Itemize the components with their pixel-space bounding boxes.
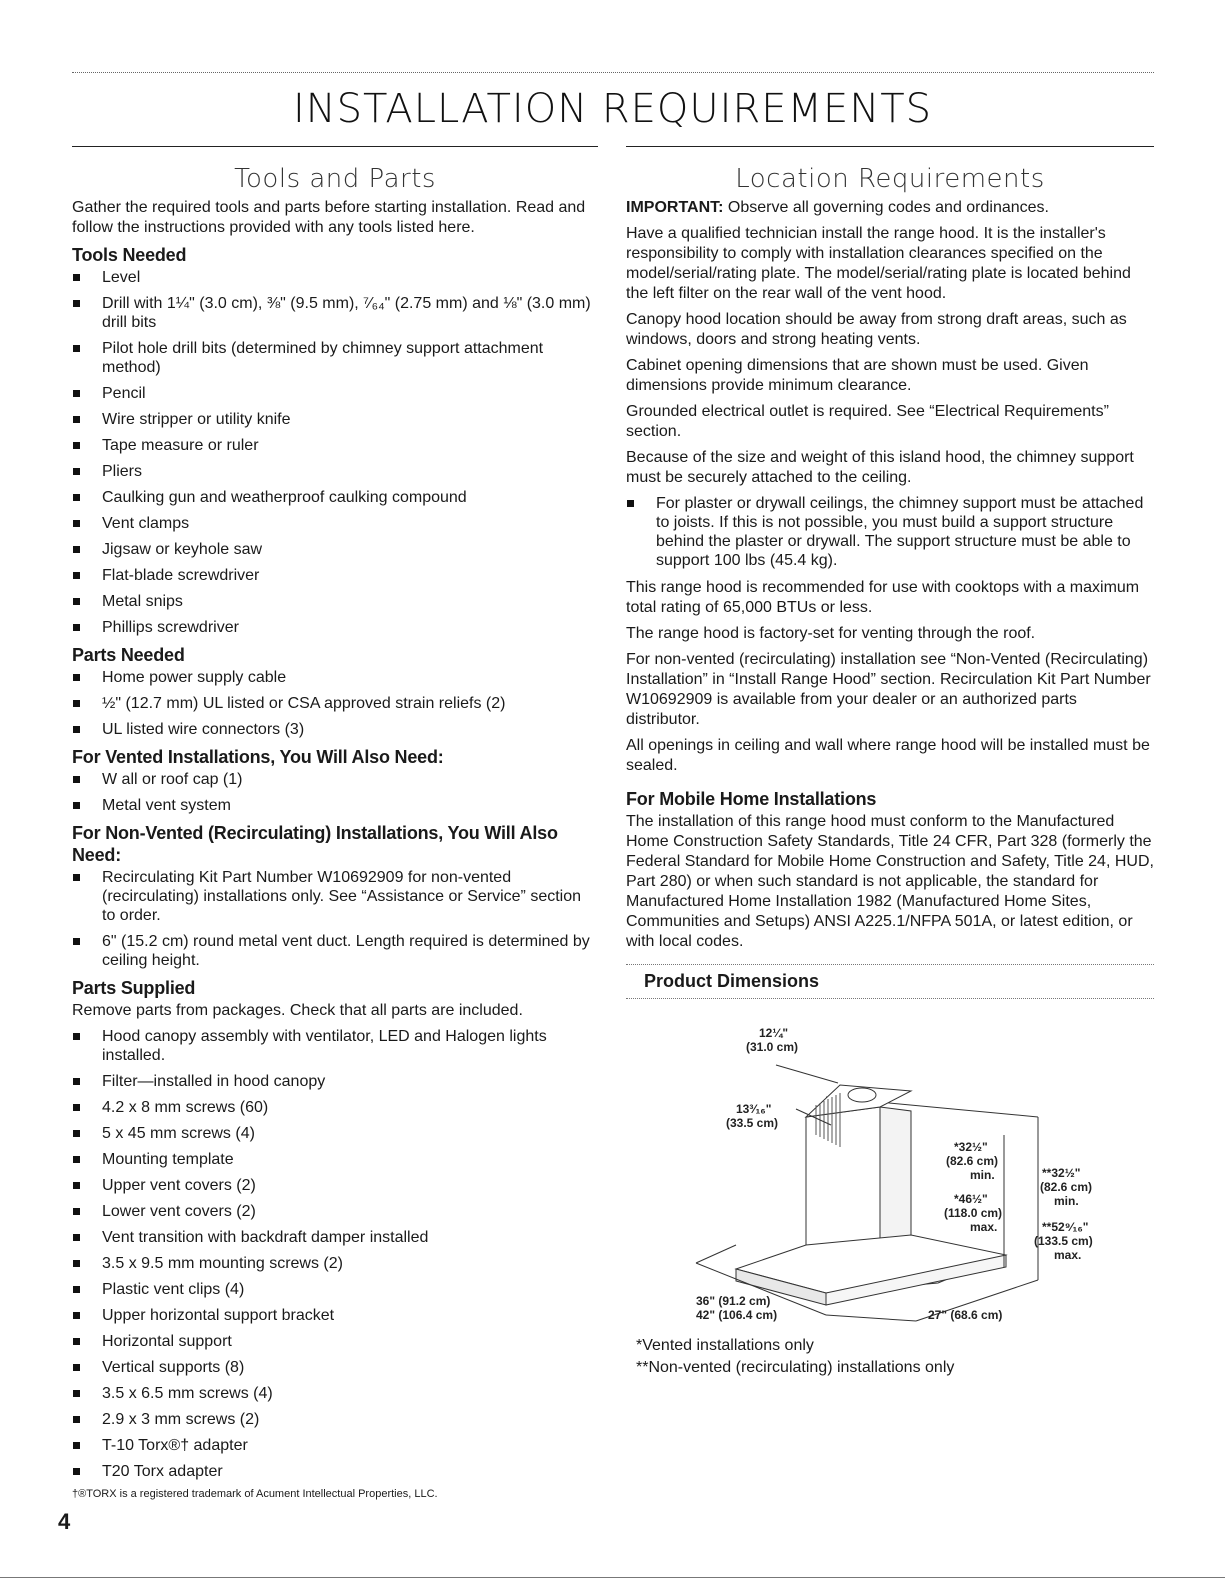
list-item: W all or roof cap (1) (72, 770, 598, 789)
trademark-footnote: †®TORX is a registered trademark of Acument Intellectual Properties, LLC. (72, 1488, 438, 1500)
list-item: Vertical supports (8) (72, 1358, 598, 1377)
list-item: For plaster or drywall ceilings, the chimney support must be attached to joists. If this is not possible, you must build a support structure behind the plaster or drywall. The support structure must be able to support 100 lbs (45.4 kg). (626, 494, 1154, 570)
list-item: Plastic vent clips (4) (72, 1280, 598, 1299)
list-item: ½" (12.7 mm) UL listed or CSA approved strain reliefs (2) (72, 694, 598, 713)
product-dimensions-section (626, 964, 1154, 1379)
list-item: Home power supply cable (72, 668, 598, 687)
list-item: Phillips screwdriver (72, 618, 598, 637)
chimney-side (880, 1107, 911, 1243)
list-item: 3.5 x 6.5 mm screws (4) (72, 1384, 598, 1403)
dim-nonvented-max-label: max. (1054, 1248, 1082, 1262)
list-item: Metal vent system (72, 796, 598, 815)
location-requirements-heading: Location Requirements (735, 164, 1045, 194)
product-dimensions-heading: Product Dimensions (644, 971, 820, 991)
list-item: Tape measure or ruler (72, 436, 598, 455)
list-item: 3.5 x 9.5 mm mounting screws (2) (72, 1254, 598, 1273)
dim-width-42: 42" (106.4 cm) (696, 1308, 778, 1322)
dim-nonvented-min-metric: (82.6 cm) (1040, 1180, 1093, 1194)
list-item: Drill with 1¼" (3.0 cm), ⅜" (9.5 mm), ⁷⁄₆₄" (2.75 mm) and ⅛" (3.0 mm) drill bits (72, 294, 598, 332)
list-item: Pencil (72, 384, 598, 403)
list-item: Horizontal support (72, 1332, 598, 1351)
list-item: Metal snips (72, 592, 598, 611)
important-text: Observe all governing codes and ordinances. (723, 199, 1049, 216)
dim-width-36: 36" (91.2 cm) (696, 1294, 771, 1308)
vented-heading: For Vented Installations, You Will Also Need: (72, 747, 444, 767)
tools-and-parts-column (72, 148, 598, 1500)
dim-vented-min-metric: (82.6 cm) (946, 1154, 999, 1168)
list-item: Mounting template (72, 1150, 598, 1169)
dim-vented-max: *46½" (954, 1192, 988, 1206)
ceiling-bullet-list (626, 494, 1154, 570)
location-paragraph: Have a qualified technician install the range hood. It is the installer's responsibility to comply with installation clearances specified on the model/serial/rating plate. The model/serial/rating plate is located behind the left filter on the rear wall of the vent hood. (626, 225, 1131, 302)
dimension-line (696, 1245, 736, 1263)
bottom-rule (0, 1577, 1225, 1578)
top-rule (72, 72, 1154, 73)
dim-top-width: 12¼" (759, 1026, 789, 1040)
location-paragraph: The range hood is factory-set for venting through the roof. (626, 625, 1036, 642)
page-title: INSTALLATION REQUIREMENTS (292, 86, 933, 132)
location-paragraph: Grounded electrical outlet is required. See “Electrical Requirements” section. (626, 403, 1109, 440)
location-paragraph: For non-vented (recirculating) installation see “Non-Vented (Recirculating) Installation” in “Install Range Hood” section. Recirculation Kit Part Number W10692909 is available from your dealer or an authorized parts distributor. (626, 651, 1151, 728)
dim-nonvented-min: **32½" (1042, 1166, 1081, 1180)
list-item: Lower vent covers (2) (72, 1202, 598, 1221)
non-vented-heading: For Non-Vented (Recirculating) Installations, You Will Also Need: (72, 823, 558, 865)
dim-nonvented-min-label: min. (1054, 1194, 1079, 1208)
list-item: Vent clamps (72, 514, 598, 533)
vented-footnote: *Vented installations only (636, 1337, 814, 1354)
location-paragraph: Canopy hood location should be away from strong draft areas, such as windows, doors and strong heating vents. (626, 311, 1127, 348)
parts-supplied-list (72, 1027, 598, 1481)
tools-needed-list (72, 268, 598, 637)
vented-list (72, 770, 598, 815)
list-item: Pilot hole drill bits (determined by chimney support attachment method) (72, 339, 598, 377)
tools-and-parts-heading: Tools and Parts (234, 164, 436, 194)
parts-needed-list (72, 668, 598, 739)
dim-nonvented-max-metric: (133.5 cm) (1034, 1234, 1093, 1248)
dim-nonvented-max: **52⁹⁄₁₆" (1042, 1220, 1089, 1234)
tools-needed-heading: Tools Needed (72, 245, 187, 265)
mobile-home-text: The installation of this range hood must conform to the Manufactured Home Construction Safety Standards, Title 24 CFR, Part 328 (formerly the Federal Standard for Mobile Home Construction and Safety, Title 24, HUD, Part 280) or when such standard is not applicable, the standard for Manufactured Home Installation 1982 (Manufactured Home Sites, Communities and Setups) ANSI A225.1/NFPA 501A, or latest edition, or with local codes. (626, 813, 1154, 950)
dim-side-depth: 27" (68.6 cm) (928, 1308, 1003, 1322)
list-item: Hood canopy assembly with ventilator, LED and Halogen lights installed. (72, 1027, 598, 1065)
important-note (626, 198, 1154, 218)
parts-needed-heading: Parts Needed (72, 645, 185, 665)
right-heading-rule (626, 146, 1154, 147)
list-item: 2.9 x 3 mm screws (2) (72, 1410, 598, 1429)
list-item: Recirculating Kit Part Number W10692909 for non-vented (recirculating) installations only. See “Assistance or Service” section to order. (72, 868, 598, 925)
chimney-front (806, 1107, 880, 1251)
parts-supplied-heading: Parts Supplied (72, 978, 196, 998)
dims-bottom-rule (626, 998, 1154, 999)
page-number: 4 (58, 1509, 71, 1534)
tools-intro: Gather the required tools and parts before starting installation. Read and follow the instructions provided with any tools listed here. (72, 199, 586, 236)
list-item: 4.2 x 8 mm screws (60) (72, 1098, 598, 1117)
location-requirements-column (626, 148, 1154, 1379)
dimension-line (826, 1315, 916, 1321)
list-item: Jigsaw or keyhole saw (72, 540, 598, 559)
list-item: Level (72, 268, 598, 287)
location-paragraph: Because of the size and weight of this island hood, the chimney support must be securely attached to the ceiling. (626, 449, 1134, 486)
dim-vented-min: *32½" (954, 1140, 988, 1154)
list-item: Vent transition with backdraft damper installed (72, 1228, 598, 1247)
location-paragraph: This range hood is recommended for use with cooktops with a maximum total rating of 65,000 BTUs or less. (626, 579, 1140, 616)
important-label: IMPORTANT: (626, 199, 724, 216)
nonvented-footnote: **Non-vented (recirculating) installations only (636, 1359, 955, 1376)
dims-top-rule (626, 964, 1154, 965)
duct-opening (848, 1088, 876, 1102)
dim-depth: 13³⁄₁₆" (736, 1102, 772, 1116)
parts-supplied-intro: Remove parts from packages. Check that all parts are included. (72, 1002, 523, 1019)
dim-top-width-metric: (31.0 cm) (746, 1040, 799, 1054)
list-item: Caulking gun and weatherproof caulking compound (72, 488, 598, 507)
list-item: UL listed wire connectors (3) (72, 720, 598, 739)
left-heading-rule (72, 146, 598, 147)
list-item: Upper vent covers (2) (72, 1176, 598, 1195)
list-item: Flat-blade screwdriver (72, 566, 598, 585)
dim-depth-metric: (33.5 cm) (726, 1116, 779, 1130)
list-item: Wire stripper or utility knife (72, 410, 598, 429)
list-item: T20 Torx adapter (72, 1462, 598, 1481)
dim-vented-min-label: min. (970, 1168, 995, 1182)
dim-vented-max-metric: (118.0 cm) (944, 1206, 1003, 1220)
list-item: Pliers (72, 462, 598, 481)
list-item: Filter—installed in hood canopy (72, 1072, 598, 1091)
non-vented-list (72, 868, 598, 970)
list-item: 6" (15.2 cm) round metal vent duct. Length required is determined by ceiling height. (72, 932, 598, 970)
dim-vented-max-label: max. (970, 1220, 998, 1234)
list-item: T-10 Torx®† adapter (72, 1436, 598, 1455)
location-paragraph: Cabinet opening dimensions that are shown must be used. Given dimensions provide minimum clearance. (626, 357, 1089, 394)
list-item: 5 x 45 mm screws (4) (72, 1124, 598, 1143)
dimension-line (776, 1065, 838, 1083)
mobile-home-heading: For Mobile Home Installations (626, 789, 877, 809)
list-item: Upper horizontal support bracket (72, 1306, 598, 1325)
location-paragraph: All openings in ceiling and wall where range hood will be installed must be sealed. (626, 737, 1150, 774)
range-hood-dimensions-diagram (626, 1005, 1154, 1335)
